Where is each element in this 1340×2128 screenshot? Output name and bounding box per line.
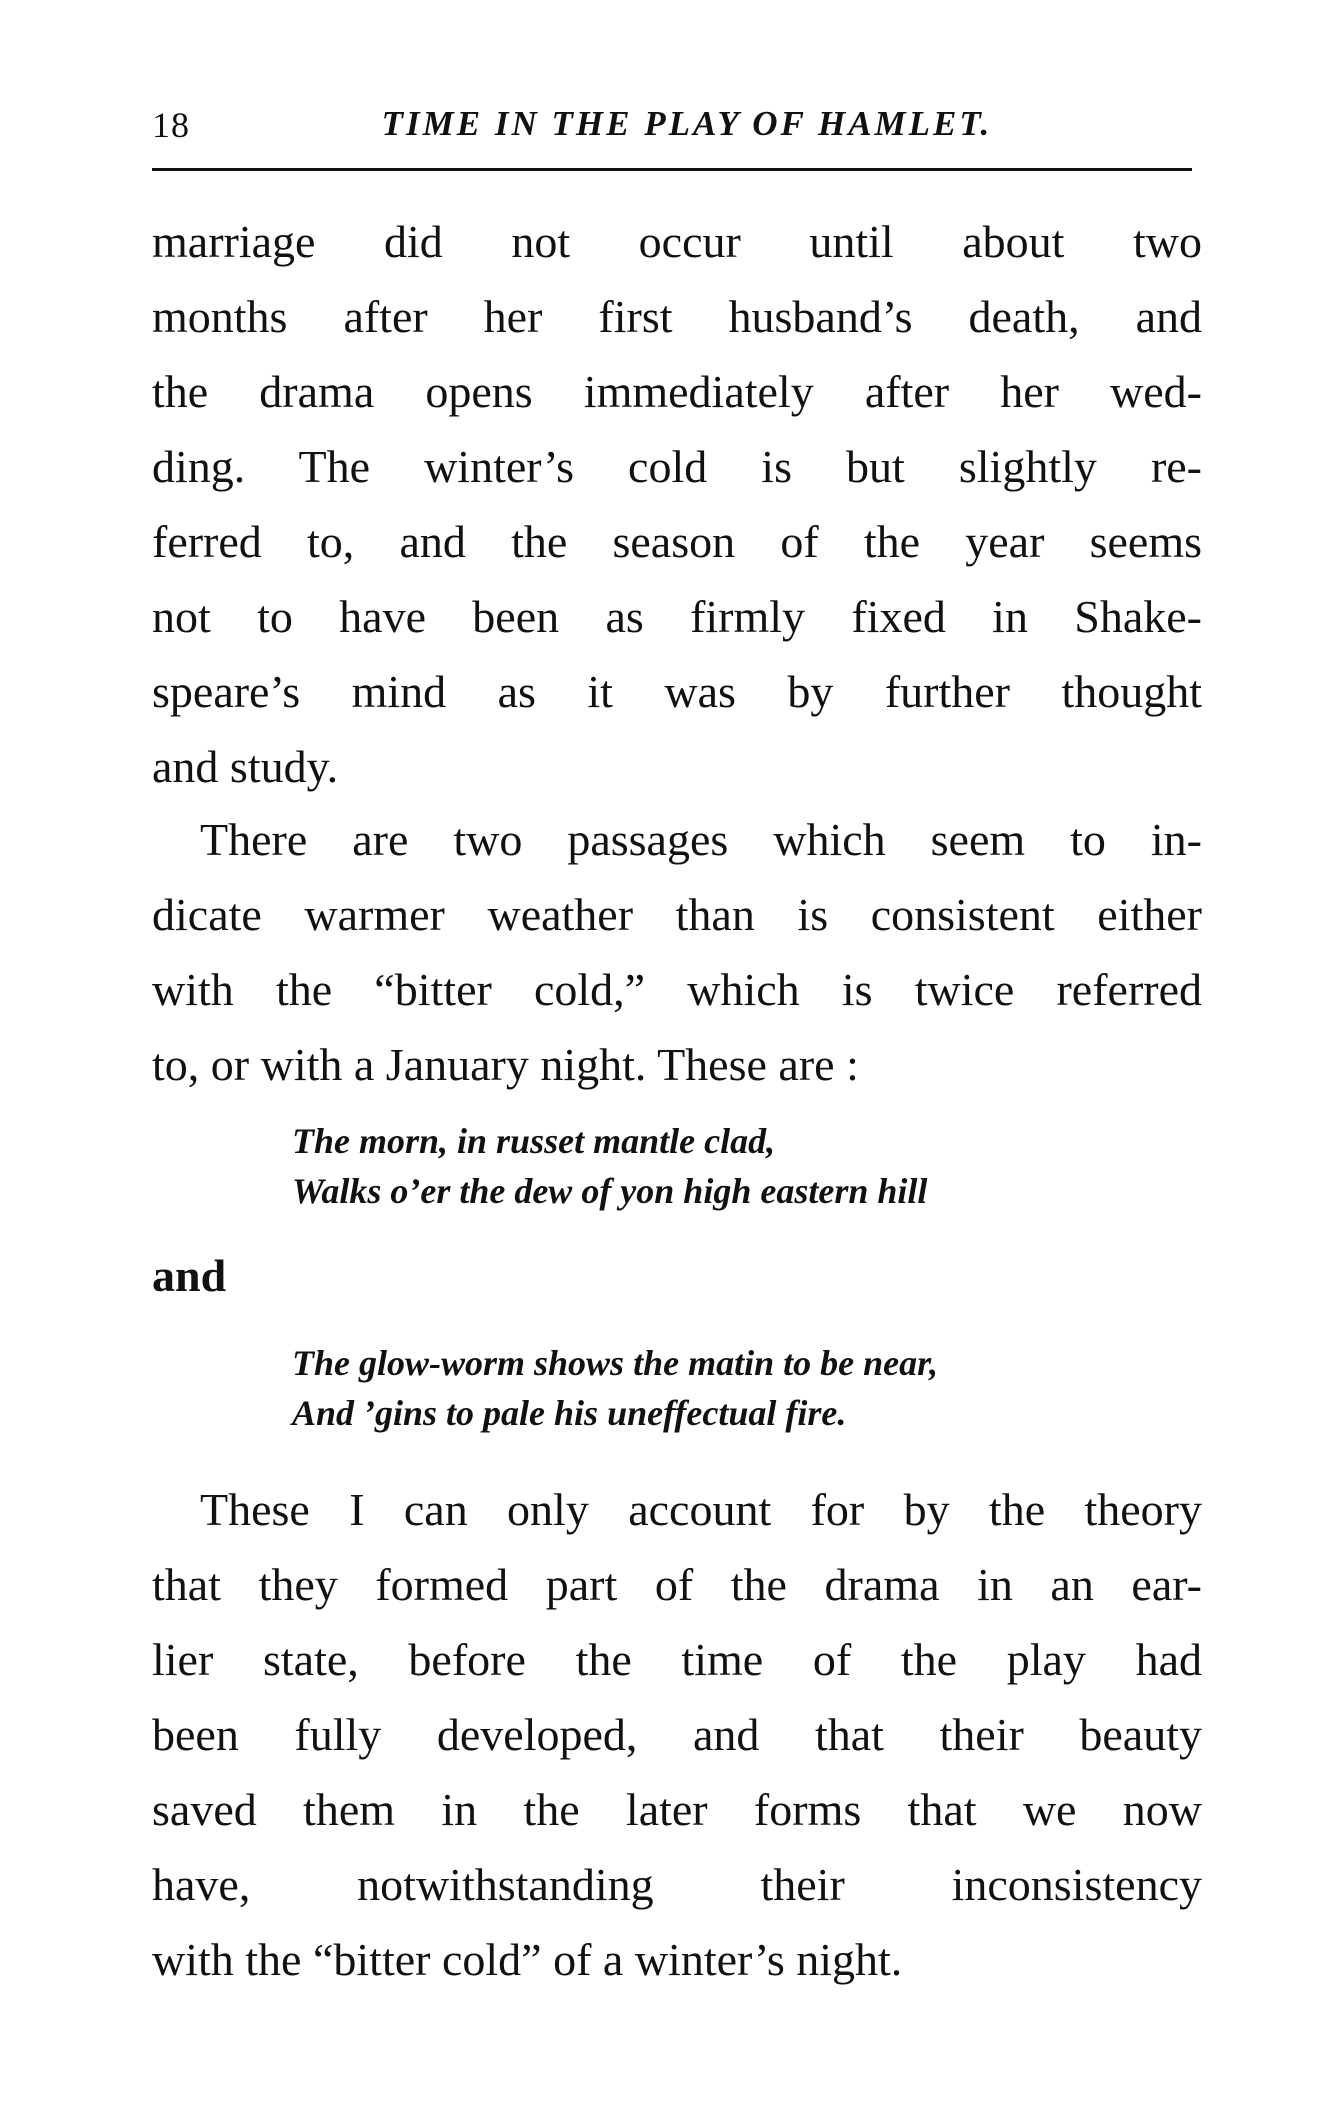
text-line: There are two passages which seem to in- xyxy=(200,814,1202,865)
text-line: months after her first husband’s death, and xyxy=(152,291,1202,342)
verse-quote-2 xyxy=(292,1338,1132,1438)
running-head xyxy=(152,100,1192,150)
verse-quote-1 xyxy=(292,1116,1132,1216)
text-line: marriage did not occur until about two xyxy=(152,216,1202,267)
text-line: with the “bitter cold,” which is twice referred xyxy=(152,964,1202,1015)
paragraph-2 xyxy=(152,802,1202,1102)
text-line: and study. xyxy=(152,741,339,792)
verse-line: The morn, in russet mantle clad, xyxy=(292,1121,776,1161)
verse-line: And ’gins to pale his uneffectual fire. xyxy=(292,1393,847,1433)
text-line: dicate warmer weather than is consistent either xyxy=(152,889,1202,940)
text-line: lier state, before the time of the play had xyxy=(152,1634,1202,1685)
paragraph-3 xyxy=(152,1472,1202,1997)
text-line: with the “bitter cold” of a winter’s night. xyxy=(152,1934,903,1985)
text-line: speare’s mind as it was by further thought xyxy=(152,666,1202,717)
text-line: the drama opens immediately after her wed- xyxy=(152,366,1202,417)
text-line: ding. The winter’s cold is but slightly re- xyxy=(152,441,1202,492)
paragraph-1 xyxy=(152,204,1202,804)
running-title: TIME IN THE PLAY OF HAMLET. xyxy=(381,104,993,143)
text-line: have, notwithstanding their inconsistency xyxy=(152,1859,1202,1910)
text-line: These I can only account for by the theory xyxy=(200,1484,1202,1535)
text-line: not to have been as firmly fixed in Shake- xyxy=(152,591,1202,642)
page-number: 18 xyxy=(152,105,190,145)
verse-line: The glow-worm shows the matin to be near, xyxy=(292,1343,939,1383)
text-line: saved them in the later forms that we now xyxy=(152,1784,1202,1835)
verse-line: Walks o’er the dew of yon high eastern hill xyxy=(292,1171,928,1211)
text-line: to, or with a January night. These are : xyxy=(152,1039,859,1090)
text-line: that they formed part of the drama in an ear- xyxy=(152,1559,1202,1610)
conjunction-and: and xyxy=(152,1250,227,1301)
text-line: ferred to, and the season of the year seems xyxy=(152,516,1202,567)
text-line: been fully developed, and that their beauty xyxy=(152,1709,1202,1760)
header-rule xyxy=(152,168,1192,171)
